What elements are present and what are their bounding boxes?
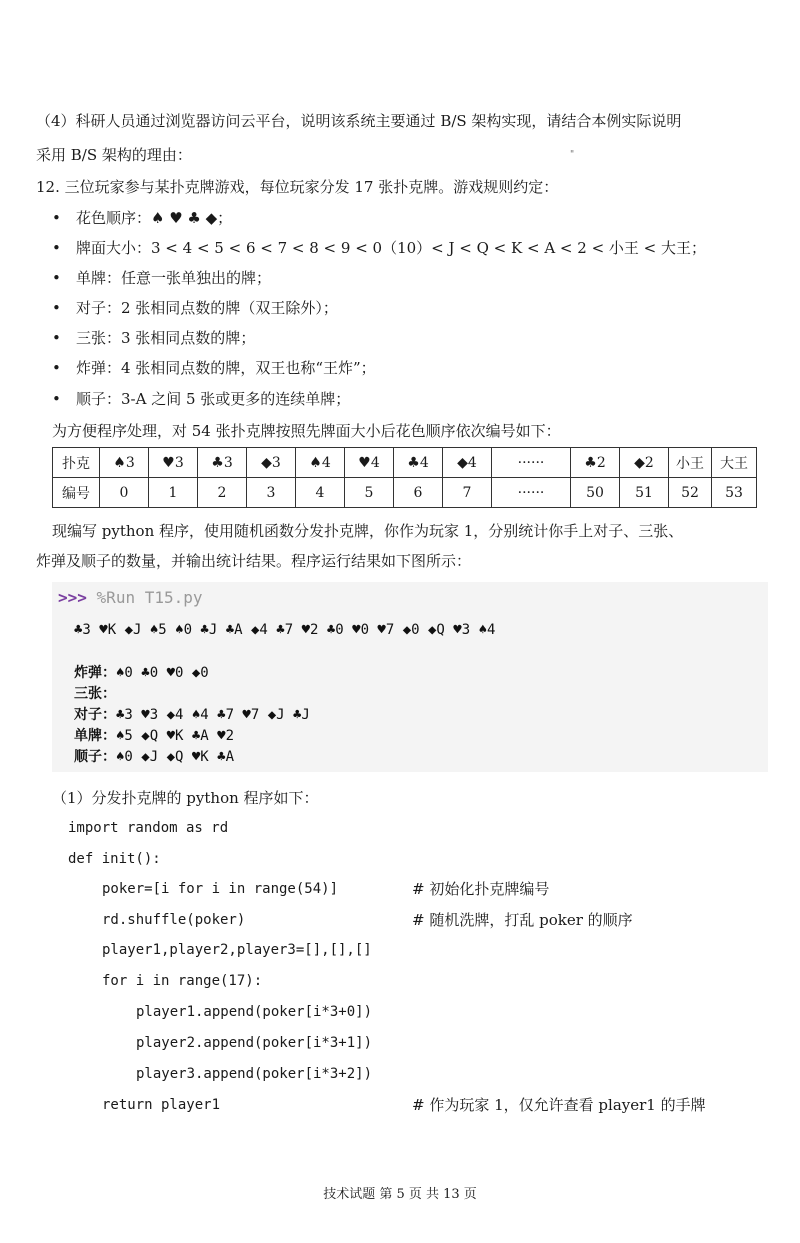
q4-line2: 采用 B/S 架构的理由：	[36, 146, 192, 164]
stray-mark: "	[570, 150, 575, 160]
code-line: def init():	[68, 851, 161, 867]
page-footer: 技术试题 第 5 页 共 13 页	[323, 1187, 477, 1202]
table-cell: ♠3	[100, 448, 149, 478]
code-line: player1.append(poker[i*3+0])	[136, 1004, 373, 1020]
table-cell: 52	[669, 478, 712, 508]
rule-triple: • 三张：3 张相同点数的牌；	[52, 329, 256, 347]
console-prompt	[58, 588, 203, 607]
code-line: player1,player2,player3=[],[],[]	[102, 942, 372, 958]
table-cell: 3	[247, 478, 296, 508]
code-line: poker=[i for i in range(54)]	[102, 881, 339, 897]
table-cell: ♠4	[296, 448, 345, 478]
console-output	[52, 582, 768, 772]
table-cell: ◆2	[620, 448, 669, 478]
run-command: %Run T15.py	[96, 588, 203, 607]
dealt-hand: ♣3 ♥K ◆J ♠5 ♠0 ♣J ♣A ◆4 ♣7 ♥2 ♣0 ♥0 ♥7 ◆0 ◆Q ♥3 ♠4	[74, 622, 496, 638]
table-intro: 为方便程序处理，对 54 张扑克牌按照先牌面大小后花色顺序依次编号如下：	[52, 422, 561, 440]
table-cell: 大王	[712, 448, 757, 478]
straight-row: 顺子：♠0 ◆J ◆Q ♥K ♣A	[74, 749, 235, 765]
code-line: player3.append(poker[i*3+2])	[136, 1066, 373, 1082]
table-cell: 0	[100, 478, 149, 508]
code-comment: # 作为玩家 1，仅允许查看 player1 的手牌	[412, 1096, 706, 1114]
table-row-numbers	[53, 478, 757, 508]
code-comment: # 随机洗牌，打乱 poker 的顺序	[412, 911, 633, 929]
table-cell: 扑克	[53, 448, 100, 478]
table-cell: 4	[296, 478, 345, 508]
code-line: rd.shuffle(poker)	[102, 912, 246, 928]
rule-straight: • 顺子：3-A 之间 5 张或更多的连续单牌；	[52, 390, 351, 408]
table-cell: 50	[571, 478, 620, 508]
table-cell: ······	[492, 478, 571, 508]
triple-row: 三张：	[74, 686, 116, 702]
table-cell: 6	[394, 478, 443, 508]
code-line: for i in range(17):	[102, 973, 263, 989]
table-cell: 53	[712, 478, 757, 508]
pair-row: 对子：♣3 ♥3 ◆4 ♠4 ♣7 ♥7 ◆J ♣J	[74, 707, 310, 723]
table-cell: ♣3	[198, 448, 247, 478]
table-cell: ◆4	[443, 448, 492, 478]
bomb-row: 炸弹：♠0 ♣0 ♥0 ◆0	[74, 665, 209, 681]
code-line: return player1	[102, 1097, 221, 1113]
q12-intro: 12. 三位玩家参与某扑克牌游戏，每位玩家分发 17 张扑克牌。游戏规则约定：	[36, 178, 559, 196]
single-row: 单牌：♠5 ◆Q ♥K ♣A ♥2	[74, 728, 235, 744]
table-cell: ······	[492, 448, 571, 478]
table-cell: ♥4	[345, 448, 394, 478]
code-line: import random as rd	[68, 820, 229, 836]
part1-title: （1）分发扑克牌的 python 程序如下：	[52, 789, 319, 807]
table-cell: ♣4	[394, 448, 443, 478]
table-cell: 小王	[669, 448, 712, 478]
table-cell: 5	[345, 478, 394, 508]
rule-pair: • 对子：2 张相同点数的牌（双王除外）；	[52, 299, 338, 317]
q4-line1: （4）科研人员通过浏览器访问云平台，说明该系统主要通过 B/S 架构实现，请结合本例实际说明	[36, 112, 682, 130]
table-cell: 1	[149, 478, 198, 508]
rule-single: • 单牌：任意一张单独出的牌；	[52, 269, 272, 287]
code-line: player2.append(poker[i*3+1])	[136, 1035, 373, 1051]
rule-suit-order: • 花色顺序：♠ ♥ ♣ ◆；	[52, 209, 233, 227]
table-cell: 51	[620, 478, 669, 508]
rule-rank-order: • 牌面大小：3 < 4 < 5 < 6 < 7 < 8 < 9 < 0（10）< J < Q < K < A < 2 < 小王 < 大王；	[52, 239, 707, 257]
table-cell: ♥3	[149, 448, 198, 478]
program-desc-line1: 现编写 python 程序，使用随机函数分发扑克牌，你作为玩家 1，分别统计你手上对子、三张、	[52, 522, 684, 540]
prompt-chevrons: >>>	[58, 588, 87, 607]
program-desc-line2: 炸弹及顺子的数量，并输出统计结果。程序运行结果如下图所示：	[36, 552, 472, 570]
table-cell: ♣2	[571, 448, 620, 478]
table-cell: 2	[198, 478, 247, 508]
table-row-cards	[53, 448, 757, 478]
table-cell: ◆3	[247, 448, 296, 478]
card-numbering-table	[52, 447, 757, 508]
table-cell: 编号	[53, 478, 100, 508]
rule-bomb: • 炸弹：4 张相同点数的牌，双王也称“王炸”；	[52, 359, 376, 377]
code-comment: # 初始化扑克牌编号	[412, 880, 550, 898]
table-cell: 7	[443, 478, 492, 508]
